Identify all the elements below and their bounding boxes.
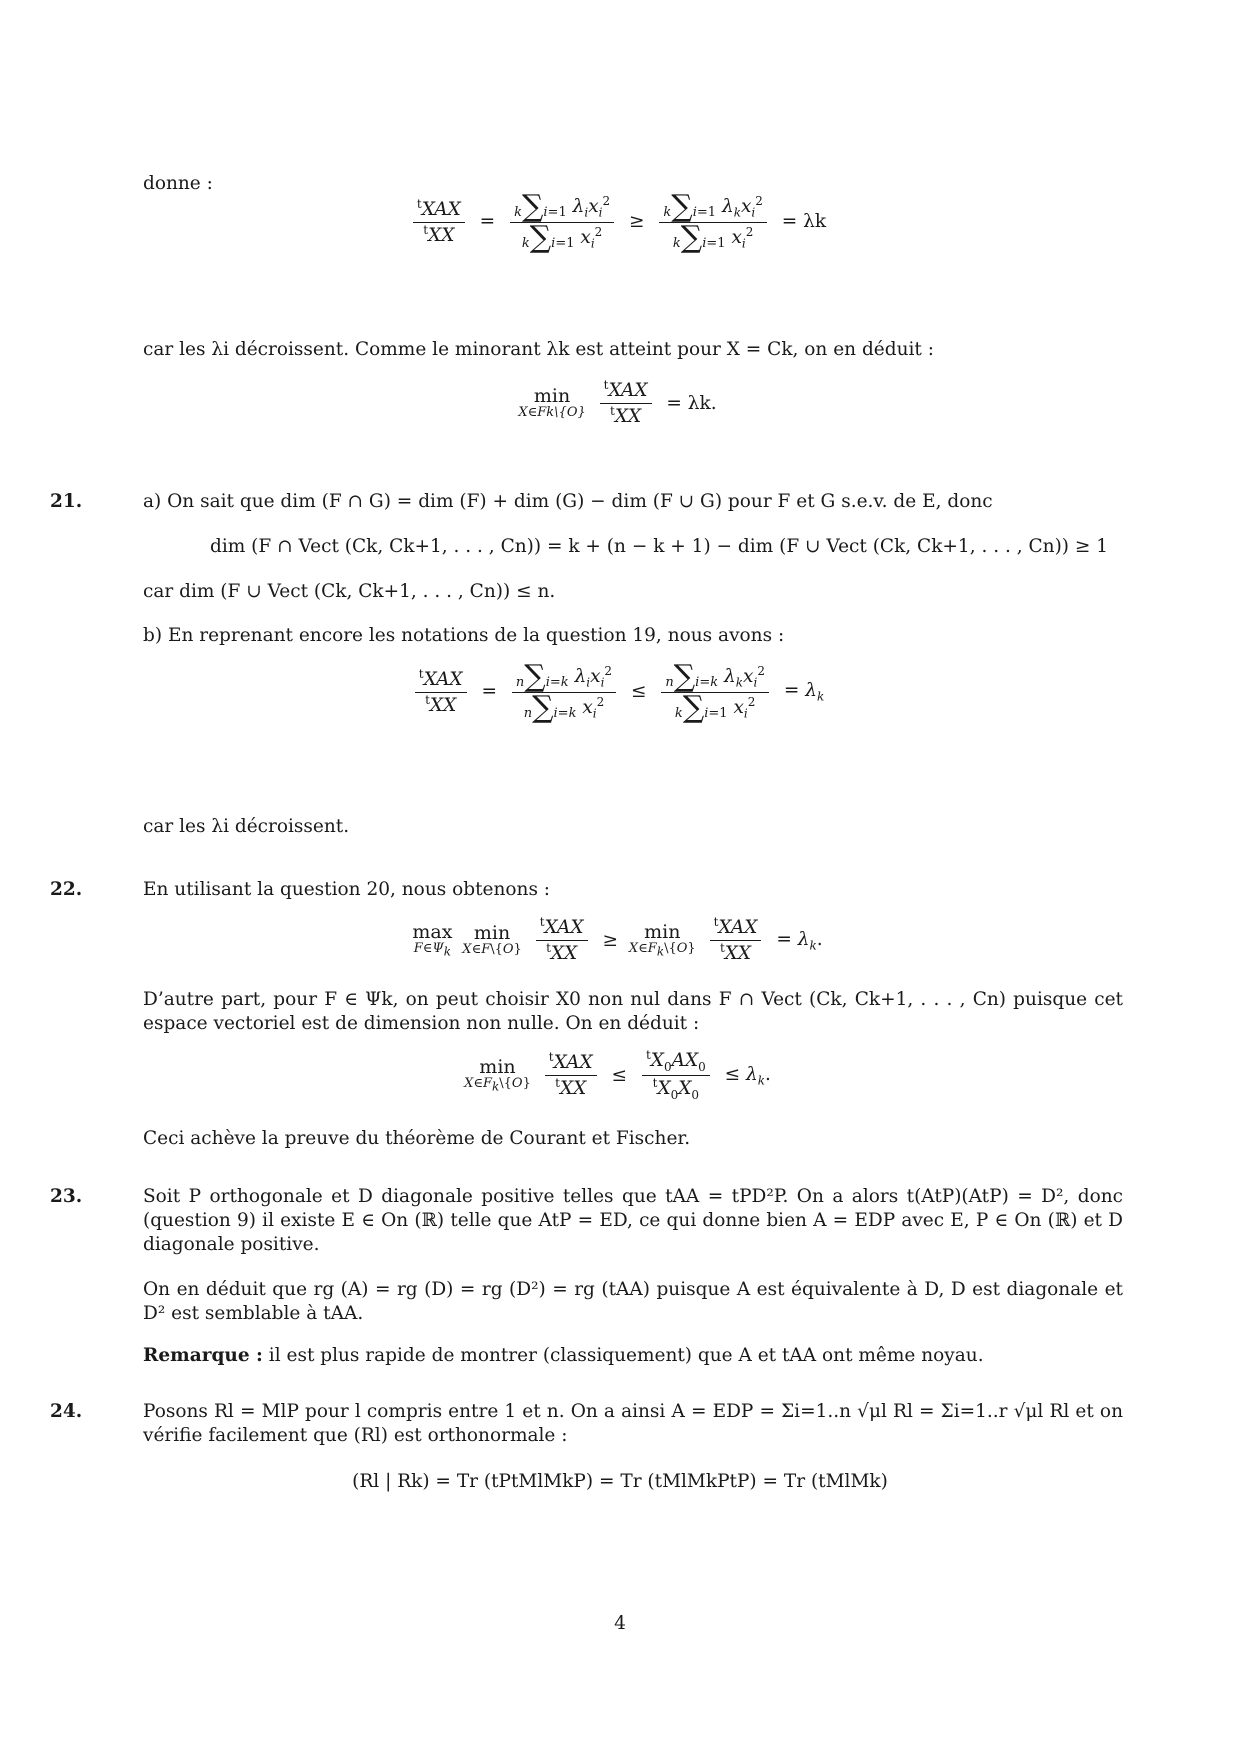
q22-paragraph: D’autre part, pour F ∈ Ψk, on peut choisir X0 non nul dans F ∩ Vect (Ck, Ck+1, . . . , Cn) puisque cet espace vectoriel est de dimension non nulle. On en déduit : xyxy=(143,989,1123,1035)
eq1-rhs: = λk xyxy=(781,211,827,233)
page-number: 4 xyxy=(614,1613,626,1634)
q23-paragraph-2: On en déduit que rg (A) = rg (D) = rg (D²) = rg (tAA) puisque A est équivalente à D, D est diagonale et D² est semblable à tAA. xyxy=(143,1279,1123,1325)
q22-end: Ceci achève la preuve du théorème de Courant et Fischer. xyxy=(143,1128,691,1149)
q23-remark xyxy=(143,1344,984,1368)
equation-min: min X∈Fk\{O} $\frac{^tXAX}{^tXX}$ = λk. xyxy=(518,378,717,428)
q21-b-text: b) En reprenant encore les notations de la question 19, nous avons : xyxy=(143,625,785,646)
q21-a-text: a) On sait que dim (F ∩ G) = dim (F) + dim (G) − dim (F ∪ G) pour F et G s.e.v. de E, donc xyxy=(143,491,993,512)
remark-label: Remarque : xyxy=(143,1345,263,1366)
q21-after: car les λi décroissent. xyxy=(143,816,350,837)
q24-paragraph: Posons Rl = MlP pour l compris entre 1 et n. On a ainsi A = EDP = Σi=1..n √μl Rl = Σi=1..r √μl Rl et on vérifie facilement que (Rl) est orthonormale : xyxy=(143,1401,1123,1447)
q23-paragraph-1: Soit P orthogonale et D diagonale positive telles que tAA = tPD²P. On a alors t(AtP)(AtP) = D², donc (question 9) il existe E ∈ On (ℝ) telle que AtP = ED, ce qui donne bien A = EDP avec E, P ∈ On (ℝ) et D diagonale positive. xyxy=(143,1186,1123,1256)
equation-min-x0: min $X\in F_k\backslash\{O\}$ $\frac{^tXAX}{^tXX}$ ≤ $\frac{^tX_0AX_0}{^tX_0X_0}$ ≤ $\lambda_k$. xyxy=(464,1048,771,1103)
question-22-number: 22. xyxy=(50,879,83,900)
equation-maxmin: max $F\in\Psi_k$ min X∈F\{O} $\frac{^tXAX}{^tXX}$ ≥ min $X\in F_k\backslash\{O\}$ $\frac{^tXAX}{^tXX}$ = $\lambda_k$. xyxy=(412,915,823,965)
line1: car les λi décroissent. Comme le minorant λk est atteint pour X = Ck, on en déduit : xyxy=(143,339,934,360)
equation-rayleigh-upper: $\frac{^tXAX}{^tXX}$ = $\frac{n\sum i=k \lambda_ix_i^2}{n\sum i=k x_i^2}$ ≤ $\frac{n\sum i=k \lambda_kx_i^2}{k\sum i=1 x_i^2}$ = $\lambda_k$ xyxy=(0,662,1240,723)
question-21-number: 21. xyxy=(50,491,83,512)
q22-intro: En utilisant la question 20, nous obtenons : xyxy=(143,879,551,900)
q24-equation: (Rl | Rk) = Tr (tPtMlMkP) = Tr (tMlMkPtP) = Tr (tMlMk) xyxy=(352,1471,888,1492)
question-24-number: 24. xyxy=(50,1401,83,1422)
question-23-number: 23. xyxy=(50,1186,83,1207)
equation-rayleigh-lower: $\frac{^tXAX}{^tXX}$ = $\frac{k\sum i=1 \lambda_ix_i^2}{k\sum i=1 x_i^2}$ ≥ $\frac{k\sum i=1 \lambda_kx_i^2}{k\sum i=1 x_i^2}$ = λk xyxy=(0,192,1240,253)
q21-car: car dim (F ∪ Vect (Ck, Ck+1, . . . , Cn)) ≤ n. xyxy=(143,581,556,602)
q21-dim-equation: dim (F ∩ Vect (Ck, Ck+1, . . . , Cn)) = k + (n − k + 1) − dim (F ∪ Vect (Ck, Ck+1, . . . , Cn)) ≥ 1 xyxy=(210,536,1109,557)
remark-text: il est plus rapide de montrer (classiquement) que A et tAA ont même noyau. xyxy=(268,1345,984,1366)
intro-text: donne : xyxy=(143,173,213,194)
